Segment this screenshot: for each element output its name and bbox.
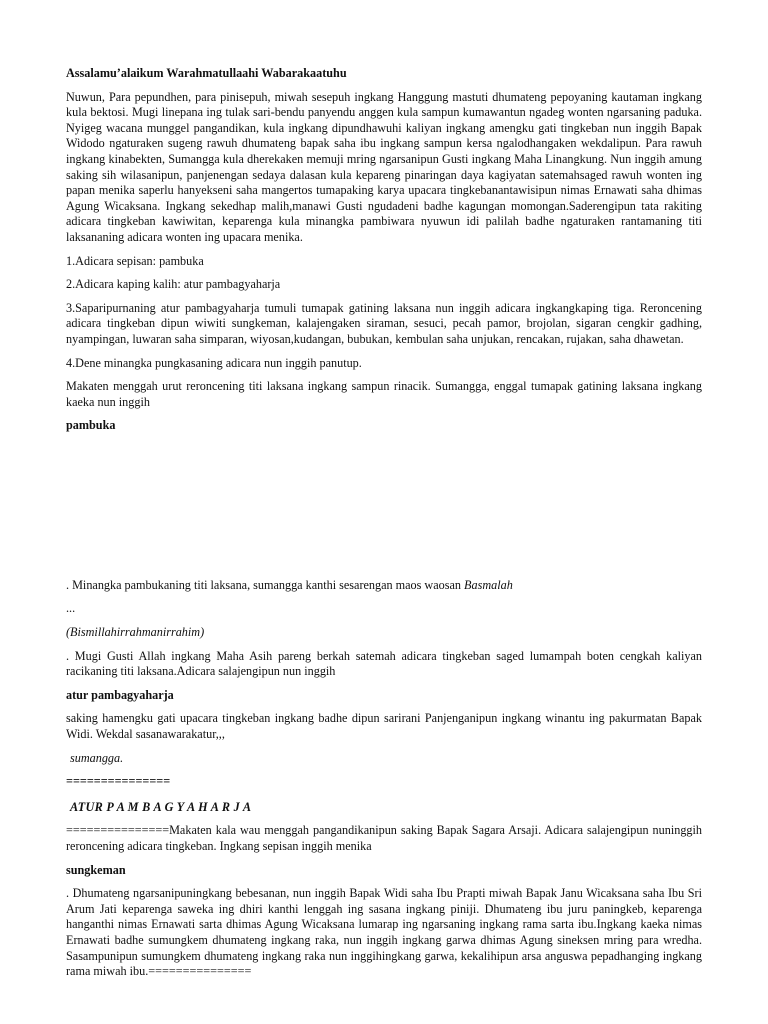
list-item-1: 1.Adicara sepisan: pambuka	[66, 253, 204, 268]
makaten2-paragraph: ===============Makaten kala wau menggah pangandikanipun saking Bapak Sagara Arsaji. Adicara salajengipun nuninggih reroncening adicara tingkeban. Ingkang sepisan inggih menika	[66, 823, 702, 853]
sumangga-line: sumangga.	[70, 750, 124, 765]
list-item-2: 2.Adicara kaping kalih: atur pambagyaharja	[66, 277, 281, 292]
atur-pambagyaharja-title: ATUR P A M B A G Y A H A R J A	[70, 799, 252, 814]
document-page	[66, 66, 702, 988]
section-heading-atur-pambagyaharja: atur pambagyaharja	[66, 687, 174, 702]
saking-paragraph: saking hamengku gati upacara tingkeban ingkang badhe dipun sarirani Panjenganipun ingkang winantu ing pakurmatan Bapak Widi. Wekdal sasanawarakatur,,,	[66, 711, 702, 742]
intro-paragraph: Nuwun, Para pepundhen, para pinisepuh, miwah sesepuh ingkang Hanggung mastuti dhumateng pepoyaning kautaman ingkang kula bektosi. Mugi linepana ing tulak sari-bendu panyendu anggen kula sampun kumawantun ngadeg wonten ngarsaning paduka. Nyigeg wacana munggel pangandikan, kula ingkang dipundhawuhi kaliyan ingkang amengku gati tingkeban nun inggih Bapak Widodo ngaturaken sugeng rawuh dhumateng bapak saha ibu ingkang sampun kersa ngalodhangaken wekdalipun. Para rawuh ingkang kinabekten, Sumangga kula dherekaken memuji mring ngarsanipun Gusti ingkang Maha Linangkung. Nun inggih amung saking sih wilasanipun, panjenengan sedaya dalasan kula kepareng pinaringan daya kagiyatan satemahsaged rawuh wonten ing papan menika saperlu hanyekseni saha mangertos tumapaking karya upacara tingkebanantawisipun nimas Ernawati saha dhimas Agung Wicaksana. Ingkang sekedhap malih,manawi Gusti ngudadeni badhe kagungan momongan.Saderengipun tata rakiting adicara tingkeban kawiwitan, keparenga kula minangka pambiwara nyuwun idi palilah badhe ngaturaken rantamaning titi laksananing adicara wonten ing upacara menika.	[66, 89, 702, 244]
pambuka-paragraph	[66, 578, 702, 594]
bismillah-line: (Bismillahirrahmanirrahim)	[66, 625, 205, 640]
list-item-4: 4.Dene minangka pungkasaning adicara nun inggih panutup.	[66, 355, 362, 370]
makaten-paragraph: Makaten menggah urut reroncening titi laksana ingkang sampun rinacik. Sumangga, enggal tumapak gatining laksana ingkang kaeka nun inggih	[66, 379, 702, 409]
list-item-3: 3.Saparipurnaning atur pambagyaharja tumuli tumapak gatining laksana nun inggih adicara ingkangkaping tiga. Reroncening adicara tingkeban dipun wiwiti sungkeman, kalajengaken siraman, sesuci, pecah pamor, brojolan, sigaran cengkir gadhing, nyampingan, luwaran saha simparan, wiyosan,kudangan, bubukan, kembulan saha unjukan, rencakan, rujakan, saha dhawetan.	[66, 300, 702, 346]
section-heading-sungkeman: sungkeman	[66, 862, 126, 877]
mugi-paragraph: . Mugi Gusti Allah ingkang Maha Asih pareng berkah satemah adicara tingkeban saged lumampah boten cengkah kaliyan racikaning titi laksana.Adicara salajengipun nun inggih	[66, 648, 702, 679]
ellipsis-line: ...	[66, 601, 76, 616]
section-heading-pambuka: pambuka	[66, 418, 116, 433]
sungkeman-paragraph: . Dhumateng ngarsanipuningkang bebesanan, nun inggih Bapak Widi saha Ibu Prapti miwah Bapak Janu Wicaksana saha Ibu Sri Arum Jati keparenga saweka ing dhiri kanthi lenggah ing sasana ingkang piniji. Dhumateng ibu juru paningkeb, keparenga hanganthi nimas Ernawati sarta dhimas Agung Wicaksana lumarap ing ngarsaning ingkang rama sarta ibu.Ingkang kaeka nimas Ernawati badhe sumungkem dhumateng ingkang raka, nun inggih ingkang garwa dhimas Agung sineksen mring para wredha. Sasampunipun sumungkem dhumateng ingkang raka nun inggihingkang garwa, kekalihipun arsa anguswa pepadhanging ingkang rama miwah ibu.===============	[66, 886, 702, 979]
greeting-heading: Assalamu’alaikum Warahmatullaahi Wabarakaatuhu	[66, 66, 347, 80]
separator-line: ===============	[66, 774, 171, 789]
blank-space	[66, 442, 702, 578]
pambuka-text: . Minangka pambukaning titi laksana, sumangga kanthi sesarengan maos waosan	[66, 577, 465, 592]
basmalah-text: Basmalah	[464, 577, 513, 592]
